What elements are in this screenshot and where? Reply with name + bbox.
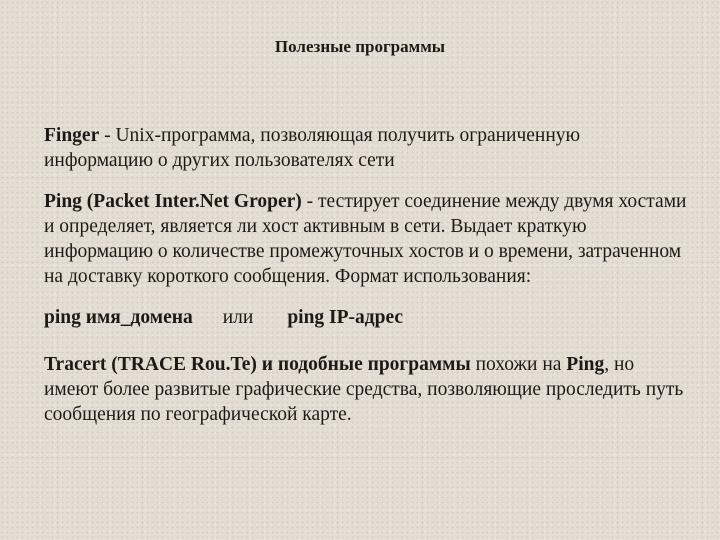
usage-ip-form: ping IP-адрес: [287, 307, 404, 328]
ping-paragraph: [44, 189, 692, 289]
ping-description: - тестирует соединение между двумя хостами и определяет, является ли хост активным в сети. Выдает краткую информацию о количестве промежуточных хостов и о времени, затраченном на доставку короткого сообщения. Формат использования:: [44, 191, 687, 287]
finger-paragraph: [44, 123, 692, 173]
tracert-description-part2: , но имеют более развитые графические средства, позволяющие проследить путь сообщения по географической карте.: [44, 354, 684, 425]
finger-term: Finger: [44, 125, 100, 146]
slide-content: [44, 123, 692, 427]
finger-description: - Unix-программа, позволяющая получить ограниченную информацию о других пользователях сети: [44, 125, 581, 171]
ping-usage-line: [44, 305, 692, 330]
tracert-ping-reference: Ping: [566, 354, 605, 375]
tracert-paragraph: [44, 352, 692, 427]
usage-or: или: [222, 307, 254, 328]
slide-title: Полезные программы: [274, 37, 446, 56]
tracert-term: Tracert (TRACE Rou.Te) и подобные программы: [44, 354, 471, 375]
tracert-description-part1: похожи на: [470, 354, 567, 375]
usage-domain-form: ping имя_домена: [44, 307, 193, 328]
ping-term: Ping (Packet Inter.Net Groper): [44, 191, 302, 212]
